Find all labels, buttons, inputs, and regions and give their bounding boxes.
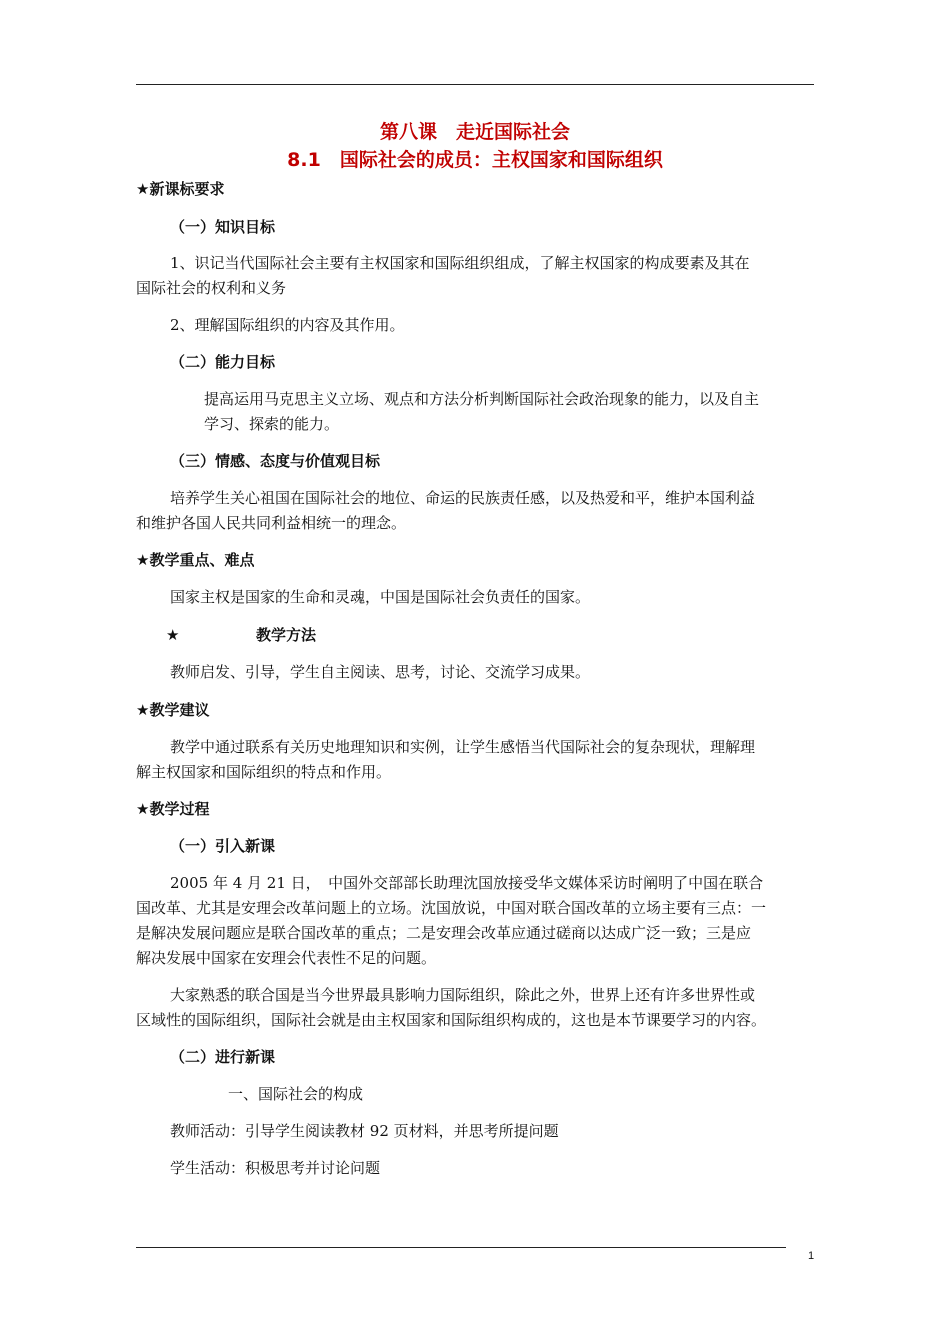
paragraph-line: 一、国际社会的构成: [228, 1085, 364, 1103]
paragraph-line: 1、识记当代国际社会主要有主权国家和国际组织组成，了解主权国家的构成要素及其在: [170, 254, 750, 272]
subsection-heading: （二）进行新课: [170, 1048, 276, 1066]
section-heading: ★教学建议: [136, 701, 210, 719]
subsection-heading: （一）知识目标: [170, 218, 276, 236]
paragraph-line: 和维护各国人民共同利益相统一的理念。: [136, 514, 407, 532]
subsection-heading: （二）能力目标: [170, 353, 276, 371]
paragraph-line: 国改革、尤其是安理会改革问题上的立场。沈国放说，中国对联合国改革的立场主要有三点：一: [136, 899, 767, 917]
paragraph-line: 教师活动：引导学生阅读教材 92 页材料，并思考所提问题: [170, 1122, 559, 1140]
lesson-subtitle: 8.1 国际社会的成员：主权国家和国际组织: [287, 149, 663, 171]
paragraph-line: 学习、探索的能力。: [204, 415, 340, 433]
paragraph-line: 国家主权是国家的生命和灵魂，中国是国际社会负责任的国家。: [170, 588, 591, 606]
paragraph-line: 学生活动：积极思考并讨论问题: [170, 1159, 381, 1177]
paragraph-line: 大家熟悉的联合国是当今世界最具影响力国际组织，除此之外，世界上还有许多世界性或: [170, 986, 756, 1004]
paragraph-line: 解主权国家和国际组织的特点和作用。: [136, 763, 392, 781]
paragraph-line: 教学中通过联系有关历史地理知识和实例，让学生感悟当代国际社会的复杂现状，理解理: [170, 738, 756, 756]
section-heading: ★新课标要求: [136, 180, 225, 198]
section-heading: ★教学重点、难点: [136, 551, 255, 569]
paragraph-line: 2、理解国际组织的内容及其作用。: [170, 316, 405, 334]
subsection-heading: （一）引入新课: [170, 837, 276, 855]
paragraph-line: 解决发展中国家在安理会代表性不足的问题。: [136, 949, 437, 967]
section-heading: 教学方法: [256, 626, 317, 644]
lesson-title: 第八课 走近国际社会: [379, 121, 570, 143]
section-heading: ★教学过程: [136, 800, 210, 818]
paragraph-line: 2005 年 4 月 21 日， 中国外交部部长助理沈国放接受华文媒体采访时阐明了中国在联合: [170, 874, 764, 892]
paragraph-line: 区域性的国际组织，国际社会就是由主权国家和国际组织构成的，这也是本节课要学习的内容。: [136, 1011, 767, 1029]
paragraph-line: 培养学生关心祖国在国际社会的地位、命运的民族责任感，以及热爱和平，维护本国利益: [170, 489, 756, 507]
header-rule: [136, 84, 814, 85]
page-number: 1: [808, 1250, 815, 1262]
paragraph-line: 国际社会的权利和义务: [136, 279, 287, 297]
paragraph-line: 教师启发、引导，学生自主阅读、思考，讨论、交流学习成果。: [170, 663, 591, 681]
paragraph-line: 提高运用马克思主义立场、观点和方法分析判断国际社会政治现象的能力，以及自主: [204, 390, 760, 408]
footer-rule: [136, 1247, 786, 1248]
paragraph-line: 是解决发展问题应是联合国改革的重点；二是安理会改革应通过磋商以达成广泛一致；三是应: [136, 924, 752, 942]
star-icon: ★: [166, 626, 180, 644]
subsection-heading: （三）情感、态度与价值观目标: [170, 452, 381, 470]
